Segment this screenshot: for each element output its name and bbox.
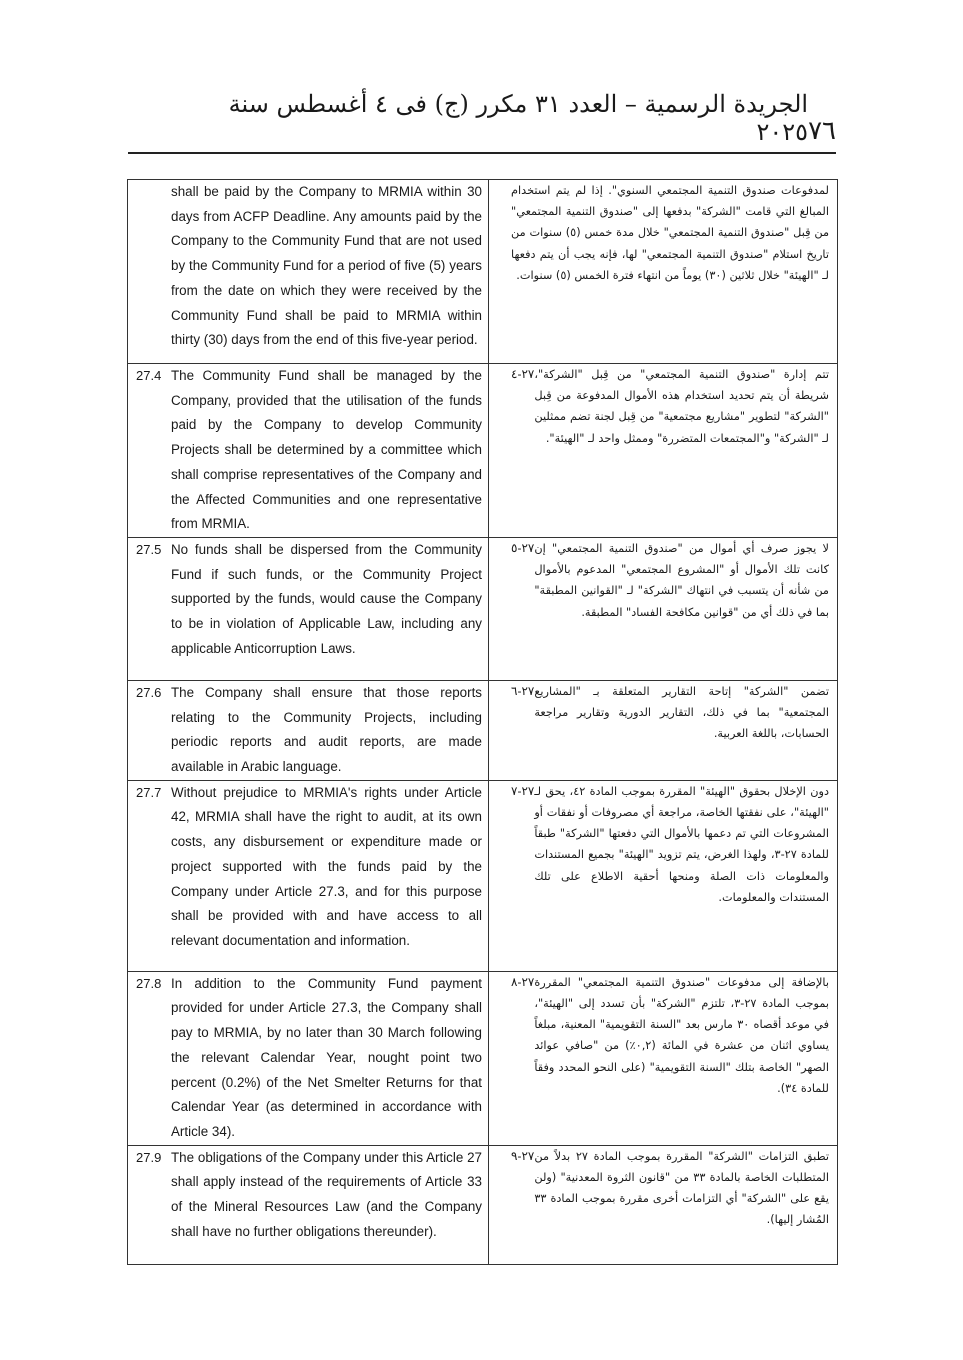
arabic-clause-number: ٢٧-٧: [511, 783, 535, 798]
english-text: No funds shall be dispersed from the Community Fund if such funds, or the Community Project supported by the funds, would cause the Company to be in violation of Applicable Law, including any applicable Anticorruption Laws.: [171, 541, 482, 656]
table-row: [128, 364, 838, 538]
page-header: [128, 90, 836, 146]
gazette-title: الجريدة الرسمية – العدد ٣١ مكرر (ج) فى ٤ أغسطس سنة ٢٠٢٥: [228, 90, 809, 146]
header-rule: [128, 152, 836, 154]
arabic-clause-number: ٢٧-٤: [511, 367, 535, 381]
page-number: ٧٦: [808, 116, 836, 146]
table-row: [128, 680, 838, 780]
english-text: In addition to the Community Fund payment provided for under Article 27.3, the Company shall pay to MRMIA, by no later than 30 March following the relevant Calendar Year, nought point two percent (0.2%) of the Net Smelter Returns for that Calendar Year (as determined in accordance with Article 34).: [171, 975, 482, 1139]
arabic-cell: [489, 1145, 838, 1264]
arabic-cell: [489, 780, 838, 971]
english-cell: [128, 364, 489, 538]
arabic-text: لمدفوعات صندوق التنمية المجتمعي السنوي". إذا لم يتم استخدام المبالغ التي قامت "الشركة" بدفعها إلى "صندوق التنمية المجتمعي" من قِبل "صندوق التنمية المجتمعي" خلال مدة خمس (٥) سنوات من تاريخ استلام "صندوق التنمية المجتمعي" لها، فإنه يجب أن يتم دفعها لـ "الهيئة" خلال ثلاثين (٣٠) يوماً من انتهاء فترة الخمس (٥) سنوات.: [511, 184, 829, 282]
table-row: [128, 971, 838, 1145]
clause-number: 27.7: [136, 784, 162, 800]
english-cell: [128, 180, 489, 364]
arabic-text: تضمن "الشركة" إتاحة التقارير المتعلقة بـ "المشاريع المجتمعية" بما في ذلك، التقارير الدورية وتقارير مراجعة الحسابات، باللغة العربية.: [534, 684, 829, 741]
arabic-text: تطبق التزامات "الشركة" المقررة بموجب المادة ٢٧ بدلاً من المتطلبات الخاصة بالمادة ٣٣ من "قانون الثروة المعدنية" (ولن يقع على "الشركة" أي التزامات أخرى مقررة بموجب المادة ٣٣ المُشار إليها).: [534, 1149, 830, 1227]
table-row: [128, 1145, 838, 1264]
arabic-clause-number: ٢٧-٥: [511, 540, 535, 555]
arabic-text: دون الإخلال بحقوق "الهيئة" المقررة بموجب المادة ٤٢، يحق لـ "الهيئة"، على نفقتها الخاصة، مراجعة أي مصروفات أو نفقات أو المشروعات التي تم دعمها بالأموال التي دفعتها "الشركة" طبقاً للمادة ٢٧-٣، ولهذا الغرض، يتم تزويد "الهيئة" بجميع المستندات والمعلومات ذات الصلة ومنحها أحقية الاطلاع على تلك المستندات والمعلومات.: [534, 784, 830, 904]
english-text: The obligations of the Company under this Article 27 shall apply instead of the requirements of Article 33 of the Mineral Resources Law (and the Company shall have no further obligations thereunder).: [171, 1149, 482, 1239]
arabic-clause-number: [501, 180, 511, 286]
bilingual-article-table: [127, 179, 838, 1265]
english-text: shall be paid by the Company to MRMIA within 30 days from ACFP Deadline. Any amounts paid by the Company to the Community Fund that are not used by the Community Fund for a period of five (5) years from the date on which they were received by the Community Fund shall be paid to MRMIA within thirty (30) days from the end of this five-year period.: [171, 184, 482, 348]
clause-number: 27.6: [136, 684, 162, 700]
english-cell: [128, 780, 489, 971]
english-cell: [128, 1145, 489, 1264]
arabic-cell: [489, 971, 838, 1145]
table-row: [128, 780, 838, 971]
english-cell: [128, 537, 489, 680]
clause-number: 27.5: [136, 541, 162, 557]
clause-number: 27.4: [136, 368, 162, 383]
clause-number: [136, 180, 171, 353]
arabic-clause-number: ٢٧-٨: [511, 974, 535, 989]
arabic-text: لا يجوز صرف أي أموال من "صندوق التنمية المجتمعي" إن كانت تلك الأموال أو "المشروع المجتمعي" المدعوم بالأموال من شأنه أن يتسبب في انتهاك "الشركة" لـ "القوانين المطبقة" بما في ذلك أي من "قوانين مكافحة الفساد" المطبقة.: [534, 541, 829, 619]
table-row: [128, 537, 838, 680]
arabic-clause-number: ٢٧-٩: [511, 1148, 535, 1163]
clause-number: 27.9: [136, 1149, 162, 1165]
arabic-text: تتم إدارة "صندوق التنمية المجتمعي" من قِبل "الشركة"، شريطة أن يتم تحديد استخدام هذه الأموال المدفوعة من قِبل "الشركة" لتطوير "مشاريع مجتمعية" من قِبل لجنة تضم ممثلين لـ "الشركة" و"المجتمعات المتضررة" وممثل واحد لـ "الهيئة".: [534, 368, 829, 445]
arabic-cell: [489, 180, 838, 364]
english-text: The Company shall ensure that those reports relating to the Community Projects, including periodic reports and audit reports, are made available in Arabic language.: [171, 684, 482, 775]
table-row: [128, 180, 838, 364]
arabic-cell: [489, 537, 838, 680]
english-text: Without prejudice to MRMIA's rights under Article 42, MRMIA shall have the right to audit, at its own costs, any disbursement or expenditure made or project supported with the funds paid by the Company under Article 27.3, and for this purpose shall be provided with and have access to all relevant documentation and information.: [171, 784, 482, 948]
arabic-clause-number: ٢٧-٦: [511, 683, 535, 698]
arabic-cell: [489, 680, 838, 780]
arabic-cell: [489, 364, 838, 538]
english-text: The Community Fund shall be managed by the Company, provided that the utilisation of the funds paid by the Company to develop Community Projects shall be determined by a committee which shall comprise representatives of the Company and the Affected Communities and one representative from MRMIA.: [171, 368, 482, 532]
clause-number: 27.8: [136, 975, 162, 991]
arabic-text: بالإضافة إلى مدفوعات "صندوق التنمية المجتمعي" المقررة بموجب المادة ٢٧-٣، تلتزم "الشركة" بأن تسدد إلى "الهيئة"، في موعد أقصاه ٣٠ مارس بعد "السنة التقويمية" المعنية، مبلغاً يساوي اثنان من عشرة في المائة (٠,٢٪) من "صافي عوائد الصهر" الخاصة بتلك "السنة التقويمية" (على النحو المحدد وفقاً للمادة ٣٤).: [534, 975, 829, 1095]
english-cell: [128, 680, 489, 780]
english-cell: [128, 971, 489, 1145]
